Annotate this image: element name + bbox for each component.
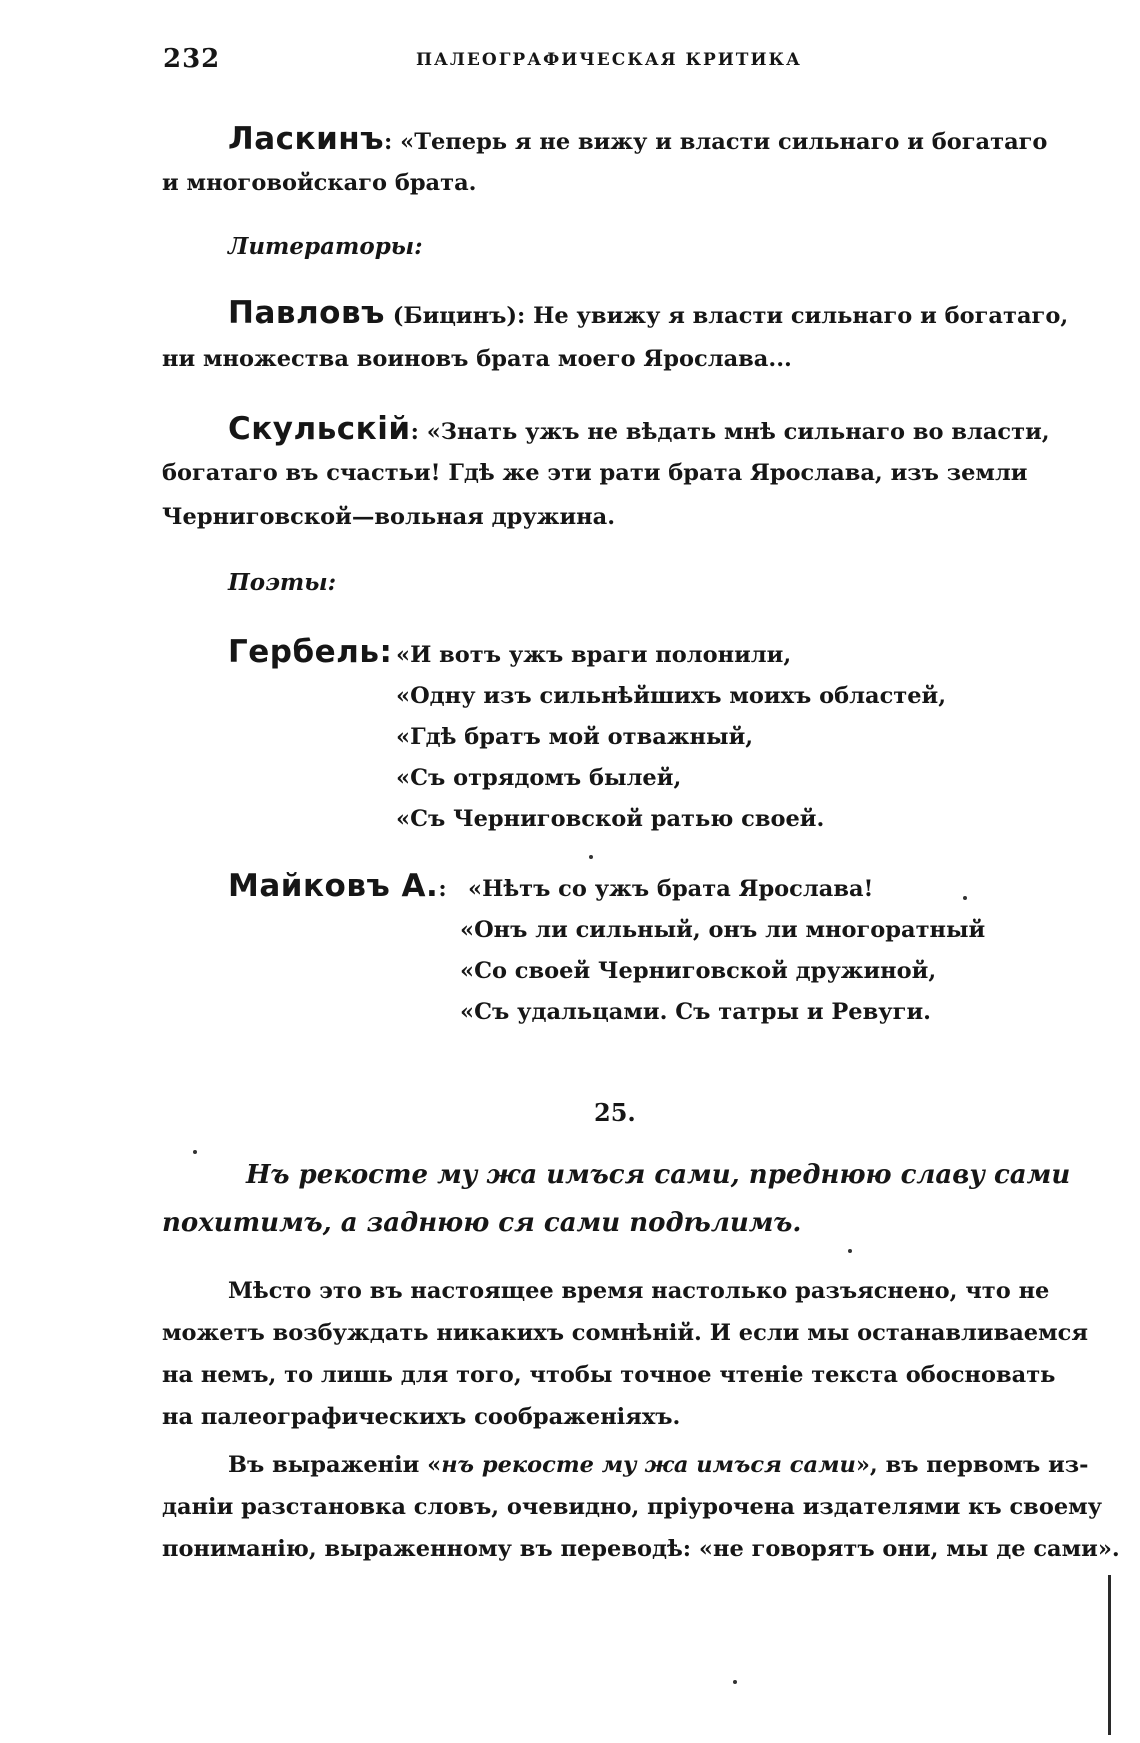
paragraph-1-line-3: на немъ, то лишь для того, чтобы точное чтеніе текста обосновать [162,1362,1056,1388]
skulsky-line-2: богатаго въ счастьи! Гдѣ же эти рати брата Ярослава, изъ земли [162,460,1028,486]
page-edge-shadow [1108,1575,1111,1735]
skulsky-line-1: Скульскій: «Знать ужъ не вѣдать мнѣ сильнаго во власти, [228,411,1050,447]
verse-line: «Съ отрядомъ былей, [396,765,682,791]
author-name-skulsky: Скульскій [228,411,411,447]
speck [733,1680,737,1684]
verse-line: «Съ удальцами. Съ татры и Ревуги. [460,999,931,1025]
speck [193,1150,197,1154]
verse-line: «Нѣтъ со ужъ брата Ярослава! [468,876,874,902]
author-name-gerbel: Гербель: [228,634,393,670]
paragraph-2-line-2: даніи разстановка словъ, очевидно, пріурочена издателями къ своему [162,1494,1103,1520]
inline-citation: нъ рекосте му жа имъся сами [441,1452,856,1478]
pavlov-line-2: ни множества воиновъ брата моего Ярослава... [162,346,792,372]
verse-line: «Съ Черниговской ратью своей. [396,806,825,832]
speck [963,896,967,900]
author-name-laskin: Ласкинъ [228,121,385,157]
maikov-name-line: Майковъ А.: [228,868,447,904]
speck [589,855,593,859]
paragraph-1-line-4: на палеографическихъ соображеніяхъ. [162,1404,681,1430]
laskin-line-2: и многовойскаго брата. [162,170,477,196]
skulsky-line-3: Черниговской—вольная дружина. [162,504,616,530]
poets-heading: Поэты: [228,569,337,596]
verse-line: «Со своей Черниговской дружиной, [460,958,937,984]
quote-line-2: похитимъ, а заднюю ся сами подѣлимъ. [162,1208,802,1238]
section-number: 25. [594,1098,636,1127]
page-number: 232 [163,44,221,74]
paragraph-1-line-1: Мѣсто это въ настоящее время настолько разъяснено, что не [228,1278,1050,1304]
verse-line: «Гдѣ братъ мой отважный, [396,724,754,750]
paragraph-2-line-1: Въ выраженіи «нъ рекосте му жа имъся сами», въ первомъ из- [228,1452,1089,1478]
speck [848,1249,852,1253]
verse-line: «И вотъ ужъ враги полонили, [396,642,792,668]
verse-line: «Одну изъ сильнѣйшихъ моихъ областей, [396,683,947,709]
author-name-maikov: Майковъ А. [228,868,439,904]
paragraph-2-line-3: пониманію, выраженному въ переводѣ: «не говорятъ они, мы де сами». [162,1536,1120,1562]
laskin-line-1: Ласкинъ: «Теперь я не вижу и власти сильнаго и богатаго [228,121,1048,157]
quote-line-1: Нъ рекосте му жа имъся сами, преднюю славу сами [246,1160,1071,1190]
pavlov-line-1: Павловъ (Бицинъ): Не увижу я власти сильнаго и богатаго, [228,295,1069,331]
literators-heading: Литераторы: [228,233,423,260]
running-title: ПАЛЕОГРАФИЧЕСКАЯ КРИТИКА [416,50,802,70]
paragraph-1-line-2: можетъ возбуждать никакихъ сомнѣній. И если мы останавливаемся [162,1320,1088,1346]
verse-line: «Онъ ли сильный, онъ ли многоратный [460,917,986,943]
gerbel-name-line [228,634,393,670]
author-name-pavlov: Павловъ [228,295,385,331]
